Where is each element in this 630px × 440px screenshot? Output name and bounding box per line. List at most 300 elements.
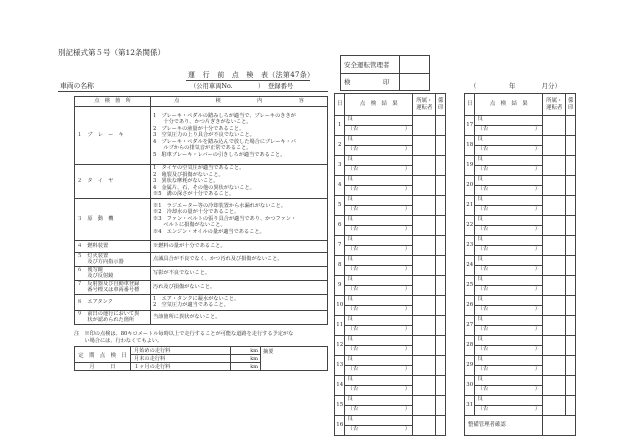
paren-open: （ xyxy=(477,385,483,392)
driver-cell-right[interactable] xyxy=(543,116,566,136)
driver-cell-left[interactable] xyxy=(413,316,436,336)
inspection-content-line: 汚れ及び損傷がないこと。 xyxy=(153,283,216,290)
inspection-content-line: ※燃料の量が十分であること。 xyxy=(153,242,226,249)
stamp-cell-left[interactable] xyxy=(436,116,446,136)
bad-label: 否 xyxy=(482,365,489,372)
paren-close: ） xyxy=(404,245,411,252)
stamp-cell-right[interactable] xyxy=(566,296,576,316)
driver-cell-right[interactable] xyxy=(543,256,566,276)
good-label: 良 xyxy=(347,116,353,122)
paren-close: ） xyxy=(534,305,541,312)
paren-open: （ xyxy=(477,325,483,332)
day-row xyxy=(335,396,576,416)
paren-close: ） xyxy=(534,345,541,352)
paren-close: ） xyxy=(534,285,541,292)
bad-label: 否 xyxy=(482,205,489,212)
bad-label: 否 xyxy=(482,145,489,152)
bad-label: 否 xyxy=(352,245,359,252)
inspection-items-table xyxy=(74,96,328,325)
mileage-row-1-unit: km xyxy=(231,347,261,355)
driver-cell-right[interactable] xyxy=(543,276,566,296)
driver-cell-right[interactable] xyxy=(543,376,566,396)
day-row xyxy=(335,356,576,376)
inspection-content xyxy=(151,240,328,252)
day-row xyxy=(335,136,576,156)
day-row xyxy=(335,176,576,196)
stamp-cell-left[interactable] xyxy=(436,236,446,256)
inspection-row xyxy=(75,294,328,310)
day-row xyxy=(335,156,576,176)
bad-label: 否 xyxy=(352,185,359,192)
paren-open: （ xyxy=(477,405,483,412)
inspection-row xyxy=(75,107,328,165)
header-stamp-right: 係 印 xyxy=(566,94,576,116)
good-label: 良 xyxy=(477,196,483,202)
stamp-cell-right[interactable] xyxy=(566,136,576,156)
result-cell-right[interactable] xyxy=(475,376,543,396)
header-result-right: 点 検 結 果 xyxy=(475,94,543,116)
day-number-left: 8 xyxy=(335,256,345,276)
inspection-part: ５ 灯火装置 及び方向指示器 xyxy=(75,252,151,266)
result-cell-left[interactable] xyxy=(345,196,413,216)
paren-open: （ xyxy=(347,385,353,392)
mileage-row-3-unit: km xyxy=(231,363,261,371)
result-cell-right[interactable] xyxy=(475,296,543,316)
paren-close: ） xyxy=(404,185,411,192)
header-driver-right: 所属・ 運転者 xyxy=(543,94,566,116)
table-gap xyxy=(445,396,464,416)
result-cell-right[interactable] xyxy=(475,116,543,136)
good-label: 良 xyxy=(477,276,483,282)
stamp-cell-left[interactable] xyxy=(436,136,446,156)
inspection-content-line: ルブからの排気音が正常であること。 xyxy=(153,145,252,152)
good-label: 良 xyxy=(347,336,353,342)
stamp-cell-right[interactable] xyxy=(566,356,576,376)
table-gap xyxy=(445,296,464,316)
good-label: 良 xyxy=(477,176,483,182)
bad-label: 否 xyxy=(352,145,359,152)
driver-cell-right[interactable] xyxy=(543,356,566,376)
stamp-cell-right[interactable] xyxy=(566,176,576,196)
paren-open: （ xyxy=(477,345,483,352)
driver-cell-left[interactable] xyxy=(413,216,436,236)
driver-cell-left[interactable] xyxy=(413,116,436,136)
bad-label: 否 xyxy=(352,345,359,352)
paren-open: （ xyxy=(347,405,353,412)
table-gap xyxy=(445,276,464,296)
table-gap xyxy=(445,176,464,196)
good-label: 良 xyxy=(477,256,483,262)
driver-cell-left[interactable] xyxy=(413,256,436,276)
day-row xyxy=(335,296,576,316)
stamp-cell-right[interactable] xyxy=(566,256,576,276)
result-cell-left[interactable] xyxy=(345,136,413,156)
result-cell-left[interactable] xyxy=(345,256,413,276)
result-cell-left[interactable] xyxy=(345,396,413,416)
form-id: 別記様式第５号（第12条関係） xyxy=(58,48,166,57)
paren-open: （ xyxy=(347,125,353,132)
inspection-content-line: 4 ブレーキ・ペダルを踏み込んで放した場合にブレーキ・バ xyxy=(153,138,296,145)
day-number-left: 12 xyxy=(335,336,345,356)
result-cell-left[interactable] xyxy=(345,296,413,316)
bad-label: 否 xyxy=(482,405,489,412)
stamp-cell-right[interactable] xyxy=(566,156,576,176)
driver-cell-right[interactable] xyxy=(543,136,566,156)
day-row xyxy=(335,336,576,356)
driver-cell-right[interactable] xyxy=(543,156,566,176)
inspection-content-line: 2 ブレーキの液量が十分であること。 xyxy=(153,125,245,132)
bad-label: 否 xyxy=(352,365,359,372)
mileage-row-2-label: 月末の走行料 xyxy=(131,355,231,363)
inspection-part: ３ 原 動 機 xyxy=(75,198,151,240)
mileage-row-1-label: 月始めの走行料 xyxy=(131,347,231,355)
inspection-part: ９ 前日の運行において異 状が認められた箇所 xyxy=(75,310,151,324)
day-number-left: 10 xyxy=(335,296,345,316)
inspection-content-line: 1 タイヤの空気圧が適当であること。 xyxy=(153,165,245,171)
bad-label: 否 xyxy=(352,425,359,432)
safety-manager-box xyxy=(340,55,430,91)
stamp-cell-left[interactable] xyxy=(436,256,446,276)
driver-cell-left[interactable] xyxy=(413,176,436,196)
table-gap xyxy=(445,336,464,356)
table-gap xyxy=(445,136,464,156)
result-cell-left[interactable] xyxy=(345,356,413,376)
good-label: 良 xyxy=(477,336,483,342)
bad-label: 否 xyxy=(482,345,489,352)
stamp-cell-left[interactable] xyxy=(436,156,446,176)
day-number-left: 7 xyxy=(335,236,345,256)
result-cell-left[interactable] xyxy=(345,236,413,256)
good-label: 良 xyxy=(347,296,353,302)
stamp-cell-left[interactable] xyxy=(436,216,446,236)
result-cell-left[interactable] xyxy=(345,316,413,336)
stamp-cell-right[interactable] xyxy=(566,396,576,416)
result-cell-right[interactable] xyxy=(475,196,543,216)
bad-label: 否 xyxy=(352,305,359,312)
stamp-cell-left[interactable] xyxy=(436,176,446,196)
paren-open: （ xyxy=(477,225,483,232)
driver-cell-right[interactable] xyxy=(543,236,566,256)
header-part: 点 検 箇 所 xyxy=(75,97,151,107)
inspection-content-line: 十分であり、かつ片ぎきがないこと。 xyxy=(153,119,252,126)
result-cell-right[interactable] xyxy=(475,356,543,376)
header-result-left: 点 検 結 果 xyxy=(345,94,413,116)
day-number-left: 3 xyxy=(335,156,345,176)
bad-label: 否 xyxy=(352,325,359,332)
stamp-cell-left[interactable] xyxy=(436,296,446,316)
inspection-content-line: 当該箇所に異状がないこと。 xyxy=(153,313,221,320)
good-label: 良 xyxy=(477,156,483,162)
good-label: 良 xyxy=(347,176,353,182)
good-label: 良 xyxy=(347,256,353,262)
driver-cell-right[interactable] xyxy=(543,336,566,356)
stamp-cell-right[interactable] xyxy=(566,376,576,396)
day-number-left: 4 xyxy=(335,176,345,196)
paren-close: ） xyxy=(404,305,411,312)
result-cell-left[interactable] xyxy=(345,156,413,176)
day-number-right: 24 xyxy=(464,256,474,276)
driver-cell-right[interactable] xyxy=(543,296,566,316)
inspection-content xyxy=(151,107,328,165)
good-label: 良 xyxy=(477,396,483,402)
mileage-row-3-label: １ヶ月の走行料 xyxy=(131,363,231,371)
driver-cell-left[interactable] xyxy=(413,196,436,216)
paren-open: （ xyxy=(347,305,353,312)
public-vehicle-no-label: （公用車両No. ） xyxy=(190,83,265,90)
result-cell-left[interactable] xyxy=(345,416,413,436)
inspection-row xyxy=(75,165,328,199)
result-cell-right[interactable] xyxy=(475,316,543,336)
day-number-right: 29 xyxy=(464,356,474,376)
inspection-content xyxy=(151,294,328,310)
stamp-cell-left[interactable] xyxy=(436,276,446,296)
inspection-row xyxy=(75,266,328,280)
paren-open: （ xyxy=(347,265,353,272)
inspection-row xyxy=(75,198,328,240)
table-gap xyxy=(445,156,464,176)
stamp-cell-right[interactable] xyxy=(566,196,576,216)
stamp-cell-left[interactable] xyxy=(436,396,446,416)
bad-label: 否 xyxy=(352,225,359,232)
table-gap xyxy=(445,236,464,256)
good-label: 良 xyxy=(477,296,483,302)
day-number-left: 11 xyxy=(335,316,345,336)
driver-cell-left[interactable] xyxy=(413,416,436,436)
result-cell-left[interactable] xyxy=(345,376,413,396)
maintenance-check-label: 整備管理者確認 xyxy=(464,416,542,436)
paren-close: ） xyxy=(534,225,541,232)
year-month-label: （ 年 月分） xyxy=(470,82,561,90)
bad-label: 否 xyxy=(482,125,489,132)
day-number-right: 22 xyxy=(464,216,474,236)
stamp-cell-right[interactable] xyxy=(566,216,576,236)
driver-cell-right[interactable] xyxy=(543,316,566,336)
table-gap xyxy=(445,356,464,376)
inspection-part: ４ 燃料装置 xyxy=(75,240,151,252)
stamp-cell-right[interactable] xyxy=(566,276,576,296)
day-number-right: 18 xyxy=(464,136,474,156)
paren-open: （ xyxy=(477,185,483,192)
maintenance-check-stamp[interactable] xyxy=(543,416,576,436)
paren-open: （ xyxy=(347,425,353,432)
result-cell-left[interactable] xyxy=(345,216,413,236)
driver-cell-right[interactable] xyxy=(543,196,566,216)
day-number-right: 17 xyxy=(464,116,474,136)
day-number-left: 16 xyxy=(335,416,345,436)
day-number-right: 23 xyxy=(464,236,474,256)
good-label: 良 xyxy=(347,356,353,362)
inspection-content xyxy=(151,165,328,199)
paren-open: （ xyxy=(347,185,353,192)
day-number-left: 15 xyxy=(335,396,345,416)
bad-label: 否 xyxy=(352,265,359,272)
stamp-cell-left[interactable] xyxy=(436,196,446,216)
result-cell-right[interactable] xyxy=(475,276,543,296)
result-cell-right[interactable] xyxy=(475,256,543,276)
day-row xyxy=(335,216,576,236)
mileage-table xyxy=(74,346,328,371)
stamp-cell-left[interactable] xyxy=(436,316,446,336)
bad-label: 否 xyxy=(482,225,489,232)
good-label: 良 xyxy=(477,136,483,142)
header-stamp-left: 係 印 xyxy=(436,94,446,116)
inspection-content-line: 点滅具合が不良でなく、かつ汚れ及び損傷がないこと。 xyxy=(153,255,283,262)
table-gap xyxy=(445,196,464,216)
result-cell-left[interactable] xyxy=(345,276,413,296)
paren-close: ） xyxy=(404,365,411,372)
table-gap xyxy=(445,116,464,136)
result-cell-right[interactable] xyxy=(475,216,543,236)
stamp-cell-left[interactable] xyxy=(436,416,446,436)
bad-label: 否 xyxy=(352,405,359,412)
driver-cell-right[interactable] xyxy=(543,176,566,196)
header-driver-left: 所属・ 運転者 xyxy=(413,94,436,116)
good-label: 良 xyxy=(347,136,353,142)
bad-label: 否 xyxy=(352,385,359,392)
driver-cell-left[interactable] xyxy=(413,156,436,176)
paren-open: （ xyxy=(347,165,353,172)
day-row xyxy=(335,116,576,136)
header-day-right: 日 xyxy=(464,94,474,116)
day-number-right: 21 xyxy=(464,196,474,216)
note-line-1: 注 ※印の点検は、80キロメートル毎時以上で走行することが可能な道路を走行する予定がな xyxy=(74,331,294,337)
driver-cell-right[interactable] xyxy=(543,396,566,416)
day-number-right: 26 xyxy=(464,296,474,316)
vehicle-name-label: 車両の名称 xyxy=(60,82,94,90)
inspection-content-line: 2 空気圧力が適当であること。 xyxy=(153,302,229,308)
result-cell-left[interactable] xyxy=(345,336,413,356)
result-cell-right[interactable] xyxy=(475,176,543,196)
inspection-content xyxy=(151,198,328,240)
stamp-cell-right[interactable] xyxy=(566,116,576,136)
driver-cell-left[interactable] xyxy=(413,136,436,156)
paren-open: （ xyxy=(477,145,483,152)
table-gap xyxy=(445,94,464,116)
paren-close: ） xyxy=(534,205,541,212)
result-cell-right[interactable] xyxy=(475,396,543,416)
day-number-left: 6 xyxy=(335,216,345,236)
paren-open: （ xyxy=(347,245,353,252)
good-label: 良 xyxy=(477,316,483,322)
header-content: 点 検 内 容 xyxy=(151,97,328,107)
inspection-content-line: 1 ブレーキ・ペダルの踏みしろが適当で、ブレーキのききが xyxy=(153,112,296,119)
paren-close: ） xyxy=(404,265,411,272)
inspection-row xyxy=(75,280,328,294)
inspection-content-line: 5 駐車ブレーキ・レバーの引きしろが適当であること。 xyxy=(153,151,286,158)
stamp-cell-right[interactable] xyxy=(566,316,576,336)
bad-label: 否 xyxy=(482,325,489,332)
good-label: 良 xyxy=(347,276,353,282)
day-number-left: 5 xyxy=(335,196,345,216)
paren-close: ） xyxy=(404,345,411,352)
paren-close: ） xyxy=(404,145,411,152)
paren-close: ） xyxy=(534,125,541,132)
driver-cell-left[interactable] xyxy=(413,376,436,396)
good-label: 良 xyxy=(347,376,353,382)
good-label: 良 xyxy=(347,316,353,322)
result-cell-right[interactable] xyxy=(475,336,543,356)
driver-cell-left[interactable] xyxy=(413,296,436,316)
table-gap xyxy=(445,316,464,336)
inspection-content xyxy=(151,280,328,294)
inspection-content-line: ※4 エンジン・オイルの量が適当であること。 xyxy=(153,228,265,235)
paren-open: （ xyxy=(347,225,353,232)
inspection-content-line: ※2 冷却水の量が十分であること。 xyxy=(153,209,240,216)
paren-close: ） xyxy=(534,265,541,272)
result-cell-right[interactable] xyxy=(475,156,543,176)
driver-cell-left[interactable] xyxy=(413,336,436,356)
bad-label: 否 xyxy=(482,265,489,272)
good-label: 良 xyxy=(477,116,483,122)
safety-manager-label: 安全運転管理者 xyxy=(344,61,390,69)
bad-label: 否 xyxy=(482,185,489,192)
driver-cell-right[interactable] xyxy=(543,216,566,236)
paren-close: ） xyxy=(534,365,541,372)
month-day-label: 月 日 xyxy=(75,363,131,371)
paren-open: （ xyxy=(477,285,483,292)
result-cell-right[interactable] xyxy=(475,136,543,156)
inspection-part: １ ブ レ ー キ xyxy=(75,107,151,165)
paren-open: （ xyxy=(347,145,353,152)
result-cell-right[interactable] xyxy=(475,236,543,256)
paren-close: ） xyxy=(404,125,411,132)
paren-open: （ xyxy=(347,325,353,332)
driver-cell-left[interactable] xyxy=(413,276,436,296)
paren-close: ） xyxy=(534,185,541,192)
periodic-inspection-label: 定 期 点 検 日 xyxy=(75,347,131,363)
day-number-left: 14 xyxy=(335,376,345,396)
day-row xyxy=(335,376,576,396)
stamp-cell-left[interactable] xyxy=(436,376,446,396)
stamp-cell-right[interactable] xyxy=(566,336,576,356)
stamp-cell-right[interactable] xyxy=(566,236,576,256)
paren-close: ） xyxy=(534,325,541,332)
result-cell-left[interactable] xyxy=(345,176,413,196)
day-number-right: 19 xyxy=(464,156,474,176)
day-number-right: 30 xyxy=(464,376,474,396)
note-line-2: い場合には、行わなくてもよい。 xyxy=(74,338,163,344)
good-label: 良 xyxy=(347,236,353,242)
paren-close: ） xyxy=(404,405,411,412)
inspection-content-line: 写影が不良でないこと。 xyxy=(153,269,211,276)
result-cell-left[interactable] xyxy=(345,116,413,136)
daily-results-table xyxy=(334,93,576,436)
inspection-row xyxy=(75,310,328,324)
table-gap xyxy=(445,416,464,436)
day-row xyxy=(335,196,576,216)
paren-open: （ xyxy=(347,365,353,372)
good-label: 良 xyxy=(477,236,483,242)
inspection-content xyxy=(151,252,328,266)
paren-close: ） xyxy=(404,225,411,232)
driver-cell-left[interactable] xyxy=(413,396,436,416)
inspection-part: ７ 反射器及び自動車登録 番号標又は車両番号標 xyxy=(75,280,151,294)
day-number-left: 1 xyxy=(335,116,345,136)
inspection-seal-label: 検 印 xyxy=(344,78,390,86)
stamp-cell-left[interactable] xyxy=(436,356,446,376)
inspection-content-line: 4 金属片、石、その他の異状がないこと。 xyxy=(153,184,255,191)
driver-cell-left[interactable] xyxy=(413,236,436,256)
good-label: 良 xyxy=(347,396,353,402)
paren-open: （ xyxy=(477,125,483,132)
paren-close: ） xyxy=(534,165,541,172)
paren-open: （ xyxy=(477,205,483,212)
driver-cell-left[interactable] xyxy=(413,356,436,376)
day-row xyxy=(335,236,576,256)
day-number-left: 13 xyxy=(335,356,345,376)
stamp-cell-left[interactable] xyxy=(436,336,446,356)
inspection-content-line: ※5 溝の深さが十分であること。 xyxy=(153,191,235,197)
